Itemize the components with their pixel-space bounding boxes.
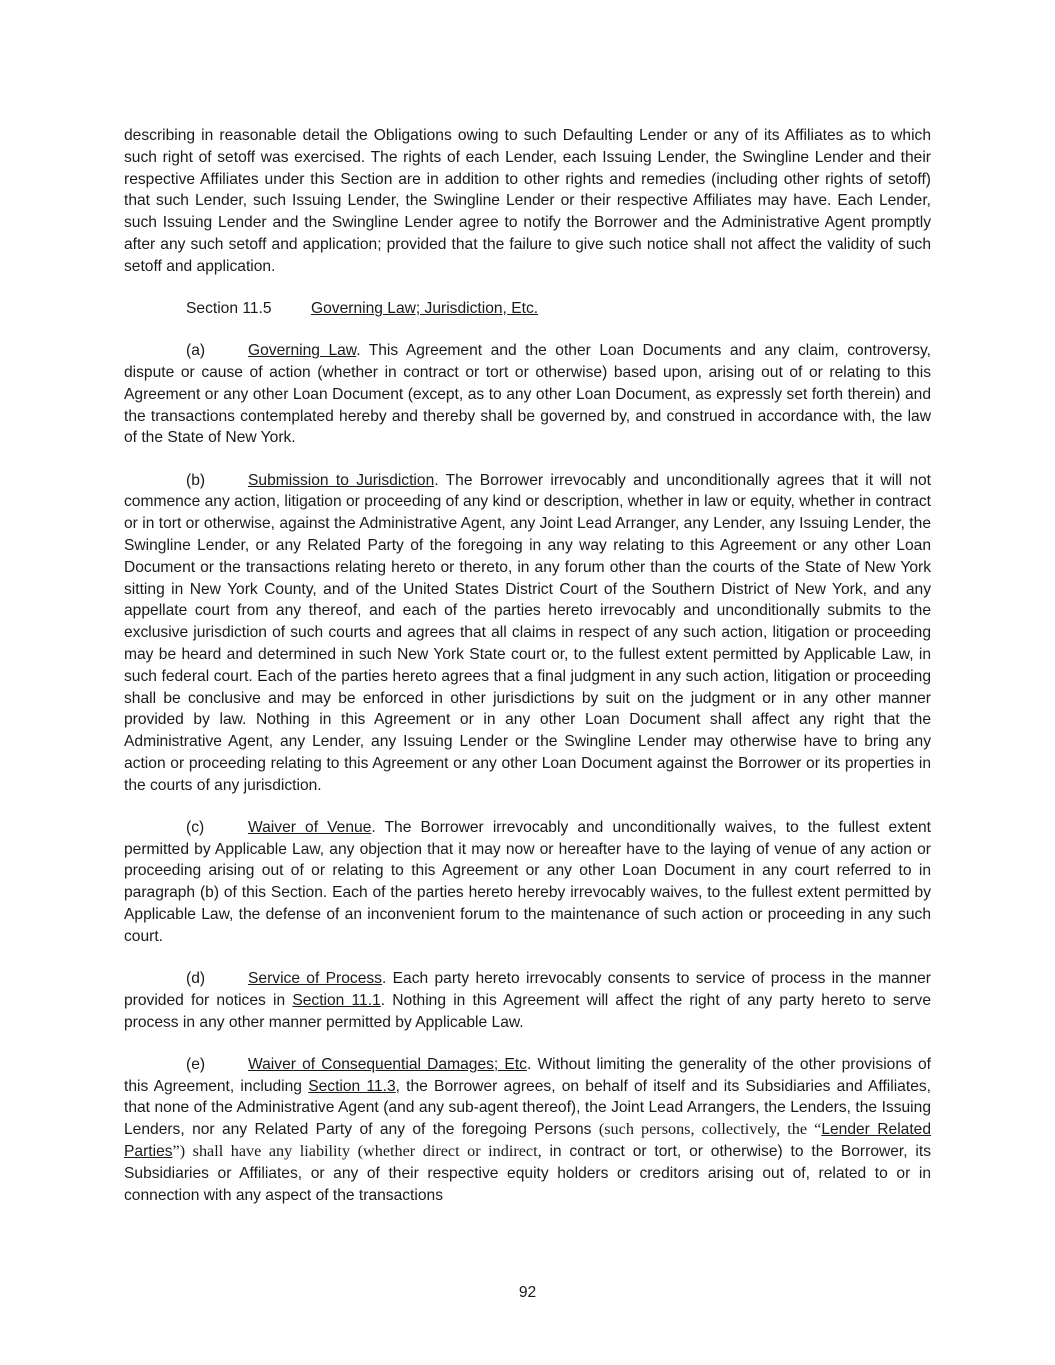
paragraph-title: Waiver of Consequential Damages; Etc (248, 1055, 527, 1073)
paragraph-label: (a) (186, 342, 206, 360)
paragraph-title: Governing Law (248, 342, 357, 360)
section-heading (124, 298, 931, 320)
paragraph-label: (c) (186, 818, 205, 836)
paragraph-label: (d) (186, 970, 206, 988)
paragraph-text: . This Agreement and the other Loan Documents and any claim, controversy, dispute or cause of action (whether in contract or tort or otherwise) based upon, arising out of or relating to this Agreement or any other Loan Document (except, as to any other Loan Document, as expressly set forth therein) and the transactions contemplated hereby and thereby shall be governed by, and construed in accordance with, the law of the State of New York. (124, 342, 931, 447)
section-reference: Section 11.1 (292, 991, 381, 1009)
paragraph-d (124, 968, 931, 1033)
section-title: Governing Law; Jurisdiction, Etc. (311, 299, 539, 317)
paragraph-text: . The Borrower irrevocably and unconditionally agrees that it will not commence any action, litigation or proceeding of any kind or description, whether in law or equity, whether in contract or in tort or otherwise, against the Administrative Agent, any Joint Lead Arranger, any Lender, any Issuing Lender, the Swingline Lender, or any Related Party of the foregoing in any way relating to this Agreement or any other Loan Document or the transactions relating hereto or thereto, in any forum other than the courts of the State of New York sitting in New York County, and of the United States District Court of the Southern District of New York, and any appellate court from any thereof, and each of the parties hereto irrevocably and unconditionally submits to the exclusive jurisdiction of such courts and agrees that all claims in respect of any such action, litigation or proceeding may be heard and determined in such New York State court or, to the fullest extent permitted by Applicable Law, in such federal court. Each of the parties hereto agrees that a final judgment in any such action, litigation or proceeding shall be conclusive and may be enforced in other jurisdictions by suit on the judgment or in any other manner provided by law. Nothing in this Agreement or in any other Loan Document shall affect any right that the Administrative Agent, any Lender, any Issuing Lender or the Swingline Lender may otherwise have to bring any action or proceeding relating to this Agreement or any other Loan Document against the Borrower or its properties in the courts of any jurisdiction. (124, 471, 931, 794)
paragraph-text: in contract or tort, or otherwise) to the Borrower, its Subsidiaries or Affiliates, or any of their respective equity holders or creditors arising out of, related to or in connection with any aspect of the transactions (124, 1143, 932, 1204)
paragraph-text: . The Borrower irrevocably and unconditionally waives, to the fullest extent permitted by Applicable Law, any objection that it may now or hereafter have to the laying of venue of any action or proceeding arising out of or relating to this Agreement or any other Loan Document in any court referred to in paragraph (b) of this Section. Each of the parties hereto hereby irrevocably waives, to the fullest extent permitted by Applicable Law, the defense of an inconvenient forum to the maintenance of such action or proceeding in any such court. (124, 818, 931, 945)
continuation-text: describing in reasonable detail the Obligations owing to such Defaulting Lender or any of its Affiliates as to which such right of setoff was exercised. The rights of each Lender, each Issuing Lender, the Swingline Lender and their respective Affiliates under this Section are in addition to other rights and remedies (including other rights of setoff) that such Lender, such Issuing Lender, the Swingline Lender or their respective Affiliates may have. Each Lender, such Issuing Lender and the Swingline Lender agree to notify the Borrower and the Administrative Agent promptly after any such setoff and application; provided that the failure to give such notice shall not affect the validity of such setoff and application. (124, 127, 931, 275)
paragraph-e (124, 1054, 931, 1207)
page-number: 92 (518, 1284, 537, 1301)
continuation-paragraph (124, 125, 931, 278)
paragraph-label: (e) (186, 1055, 206, 1073)
paragraph-text: . Nothing in this Agreement will affect the right of any party hereto to serve process in any other manner permitted by Applicable Law. (124, 991, 931, 1031)
section-reference: Section 11.3 (308, 1077, 396, 1095)
paragraph-title: Service of Process (248, 970, 382, 988)
paragraph-text: . Each party hereto irrevocably consents to service of process in the manner provided for notices in (124, 970, 932, 1009)
document-body (124, 125, 931, 1227)
paragraph-label: (b) (186, 471, 206, 489)
paragraph-text: ”) shall have any liability (whether direct or indirect, (172, 1142, 542, 1161)
paragraph-text: , the Borrower agrees, on behalf of itself and its Subsidiaries and Affiliates, that none of the Administrative Agent (and any sub-agent thereof), the Joint Lead Arrangers, the Lenders, the Issuing Lenders, nor any Related Party of any of the foregoing Persons (124, 1077, 931, 1139)
section-number: Section 11.5 (186, 299, 272, 317)
defined-term: Lender Related Parties (124, 1121, 932, 1161)
paragraph-c (124, 817, 931, 948)
paragraph-text: . Without limiting the generality of the other provisions of this Agreement, including (124, 1055, 931, 1095)
paragraph-title: Submission to Jurisdiction (248, 471, 435, 489)
paragraph-b (124, 470, 931, 797)
paragraph-title: Waiver of Venue (248, 818, 372, 836)
paragraph-a (124, 340, 931, 449)
paragraph-text: (such persons, collectively, the “ (598, 1120, 822, 1139)
